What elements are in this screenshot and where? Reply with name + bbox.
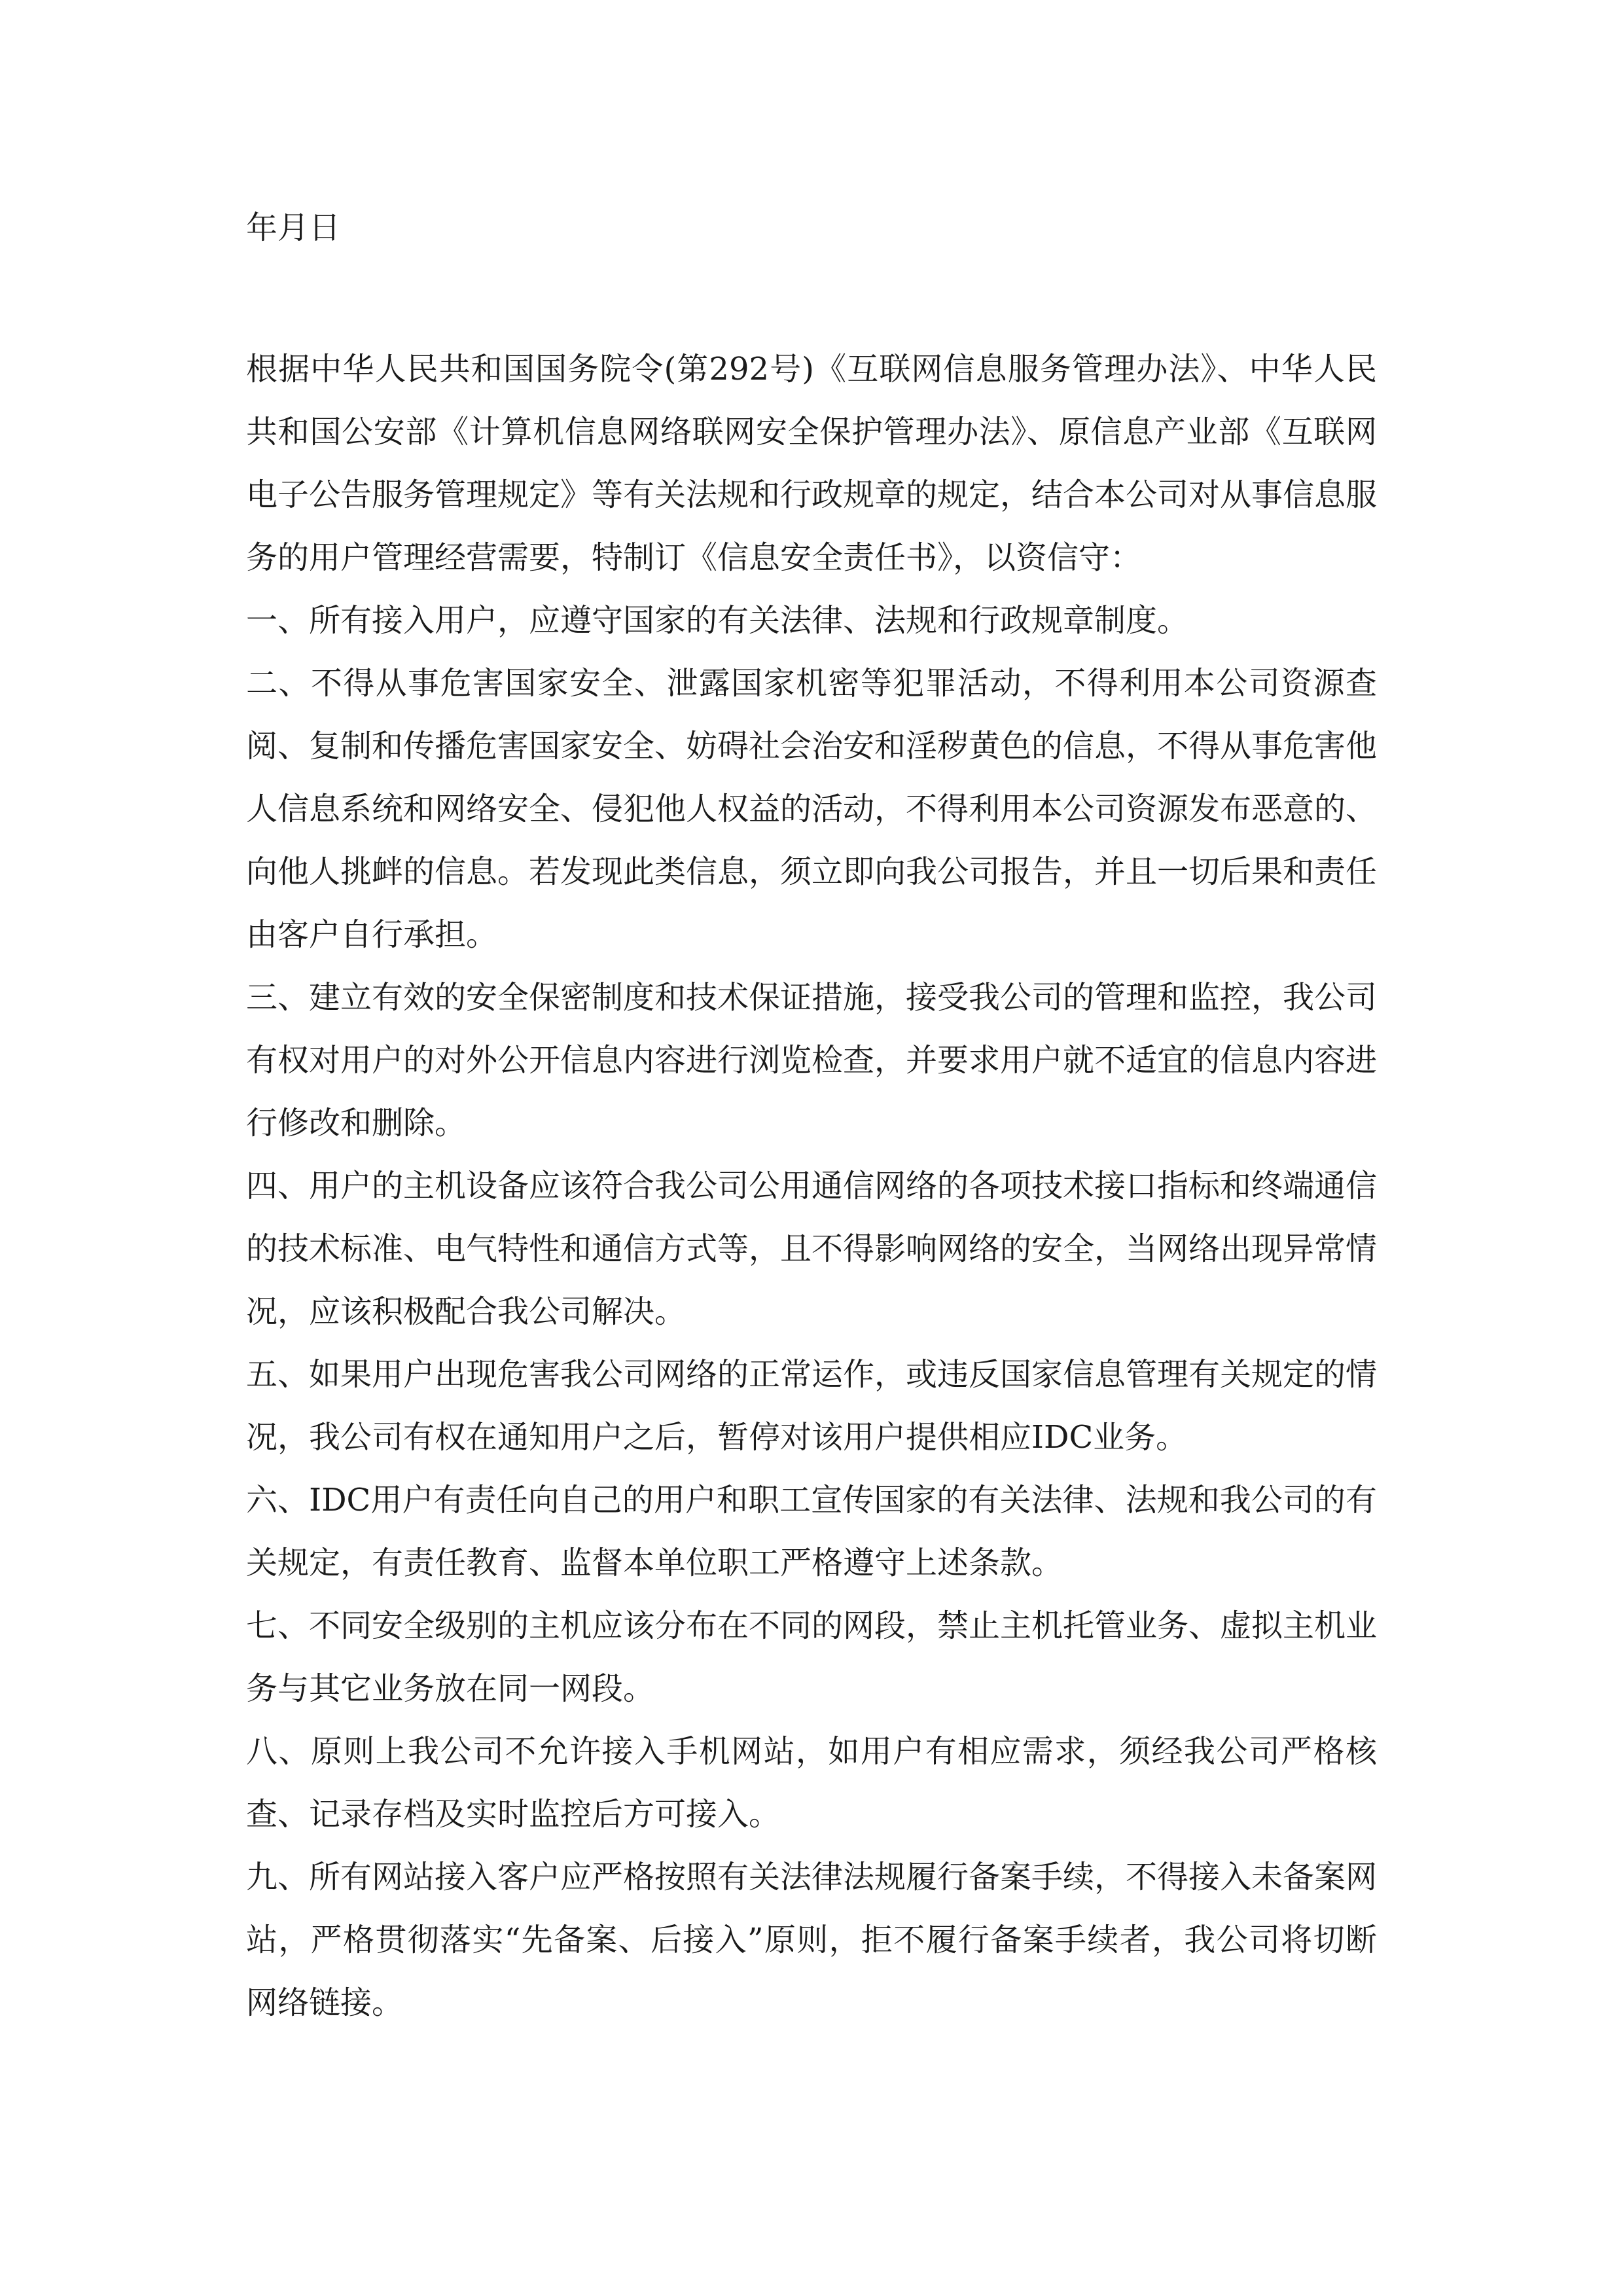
paragraph-clause-1: 一、所有接入用户，应遵守国家的有关法律、法规和行政规章制度。 bbox=[246, 602, 1189, 639]
paragraph-preamble: 根据中华人民共和国国务院令(第292号)《互联网信息服务管理办法》、中华人民共和国公安部《计算机信息网络联网安全保护管理办法》、原信息产业部《互联网电子公告服务管理规定》等有关法规和行政规章的规定，结合本公司对从事信息服务的用户管理经营需要，特制订《信息安全责任书》，以资信守： bbox=[246, 351, 1378, 576]
paragraph-clause-4: 四、用户的主机设备应该符合我公司公用通信网络的各项技术接口指标和终端通信的技术标准、电气特性和通信方式等，且不得影响网络的安全，当网络出现异常情况，应该积极配合我公司解决。 bbox=[246, 1168, 1378, 1330]
paragraph-clause-5: 五、如果用户出现危害我公司网络的正常运作，或违反国家信息管理有关规定的情况，我公司有权在通知用户之后，暂停对该用户提供相应IDC业务。 bbox=[246, 1356, 1378, 1456]
paragraph-clause-9: 九、所有网站接入客户应严格按照有关法律法规履行备案手续，不得接入未备案网站，严格贯彻落实“先备案、后接入”原则，拒不履行备案手续者，我公司将切断网络链接。 bbox=[246, 1859, 1378, 2021]
paragraph-clause-3: 三、建立有效的安全保密制度和技术保证措施，接受我公司的管理和监控，我公司有权对用户的对外公开信息内容进行浏览检查，并要求用户就不适宜的信息内容进行修改和删除。 bbox=[246, 979, 1378, 1141]
paragraph-clause-2: 二、不得从事危害国家安全、泄露国家机密等犯罪活动，不得利用本公司资源查阅、复制和传播危害国家安全、妨碍社会治安和淫秽黄色的信息，不得从事危害他人信息系统和网络安全、侵犯他人权益的活动，不得利用本公司资源发布恶意的、向他人挑衅的信息。若发现此类信息，须立即向我公司报告，并且一切后果和责任由客户自行承担。 bbox=[246, 665, 1378, 953]
paragraph-clause-8: 八、原则上我公司不允许接入手机网站，如用户有相应需求，须经我公司严格核查、记录存档及实时监控后方可接入。 bbox=[246, 1733, 1377, 1833]
paragraph-clause-7: 七、不同安全级别的主机应该分布在不同的网段，禁止主机托管业务、虚拟主机业务与其它业务放在同一网段。 bbox=[246, 1607, 1378, 1707]
document-body bbox=[246, 196, 1377, 2034]
paragraph-clause-6: 六、IDC用户有责任向自己的用户和职工宣传国家的有关法律、法规和我公司的有关规定，有责任教育、监督本单位职工严格遵守上述条款。 bbox=[246, 1482, 1377, 1581]
date-line: 年月日 bbox=[246, 209, 341, 246]
